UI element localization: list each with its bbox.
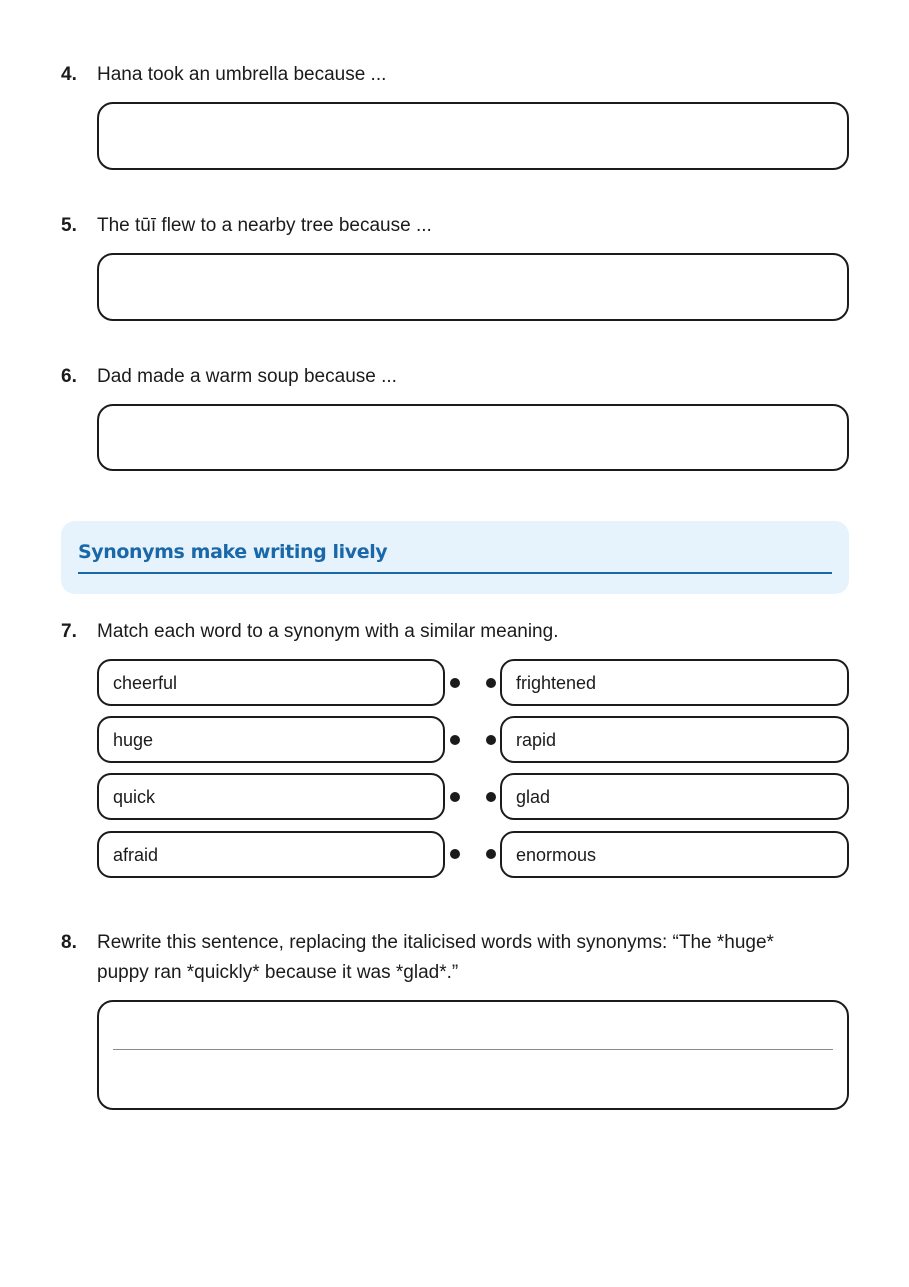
- match-dot-right[interactable]: [486, 678, 496, 688]
- match-dot-left[interactable]: [450, 678, 460, 688]
- match-right-box: [500, 831, 849, 878]
- question-text-line-2: puppy ran *quickly* because it was *glad*.”: [97, 962, 459, 983]
- question-number: 6.: [61, 366, 77, 387]
- match-dot-right[interactable]: [486, 792, 496, 802]
- match-synonym: enormous: [516, 845, 597, 865]
- match-dot-right[interactable]: [486, 849, 496, 859]
- question-text: The tūī flew to a nearby tree because ...: [97, 215, 432, 236]
- match-word: cheerful: [113, 673, 178, 693]
- question-number: 7.: [61, 621, 77, 642]
- question-text: Hana took an umbrella because ...: [97, 64, 387, 85]
- match-right-box: [500, 773, 849, 820]
- match-synonym: frightened: [516, 673, 597, 693]
- match-word: huge: [113, 730, 154, 750]
- answer-box-5[interactable]: [97, 253, 849, 321]
- question-number: 5.: [61, 215, 77, 236]
- match-word: afraid: [113, 845, 159, 865]
- answer-box-4[interactable]: [97, 102, 849, 170]
- section-underline: [78, 572, 832, 574]
- question-number: 8.: [61, 932, 77, 953]
- match-right-box: [500, 716, 849, 763]
- match-left-box: [97, 659, 445, 706]
- match-right-box: [500, 659, 849, 706]
- match-synonym: rapid: [516, 730, 557, 750]
- question-text: Dad made a warm soup because ...: [97, 366, 397, 387]
- section-banner: [61, 521, 849, 594]
- match-left-box: [97, 831, 445, 878]
- match-left-box: [97, 773, 445, 820]
- answer-box-8[interactable]: [97, 1000, 849, 1110]
- writing-line: [113, 1049, 833, 1050]
- match-dot-left[interactable]: [450, 792, 460, 802]
- match-word: quick: [113, 787, 156, 807]
- match-dot-right[interactable]: [486, 735, 496, 745]
- question-number: 4.: [61, 64, 77, 85]
- match-synonym: glad: [516, 787, 551, 807]
- section-title: Synonyms make writing lively: [78, 541, 388, 563]
- match-dot-left[interactable]: [450, 735, 460, 745]
- answer-box-6[interactable]: [97, 404, 849, 471]
- match-left-box: [97, 716, 445, 763]
- match-dot-left[interactable]: [450, 849, 460, 859]
- question-text: Match each word to a synonym with a similar meaning.: [97, 621, 559, 642]
- question-text-line-1: Rewrite this sentence, replacing the italicised words with synonyms: “The *huge*: [97, 932, 774, 953]
